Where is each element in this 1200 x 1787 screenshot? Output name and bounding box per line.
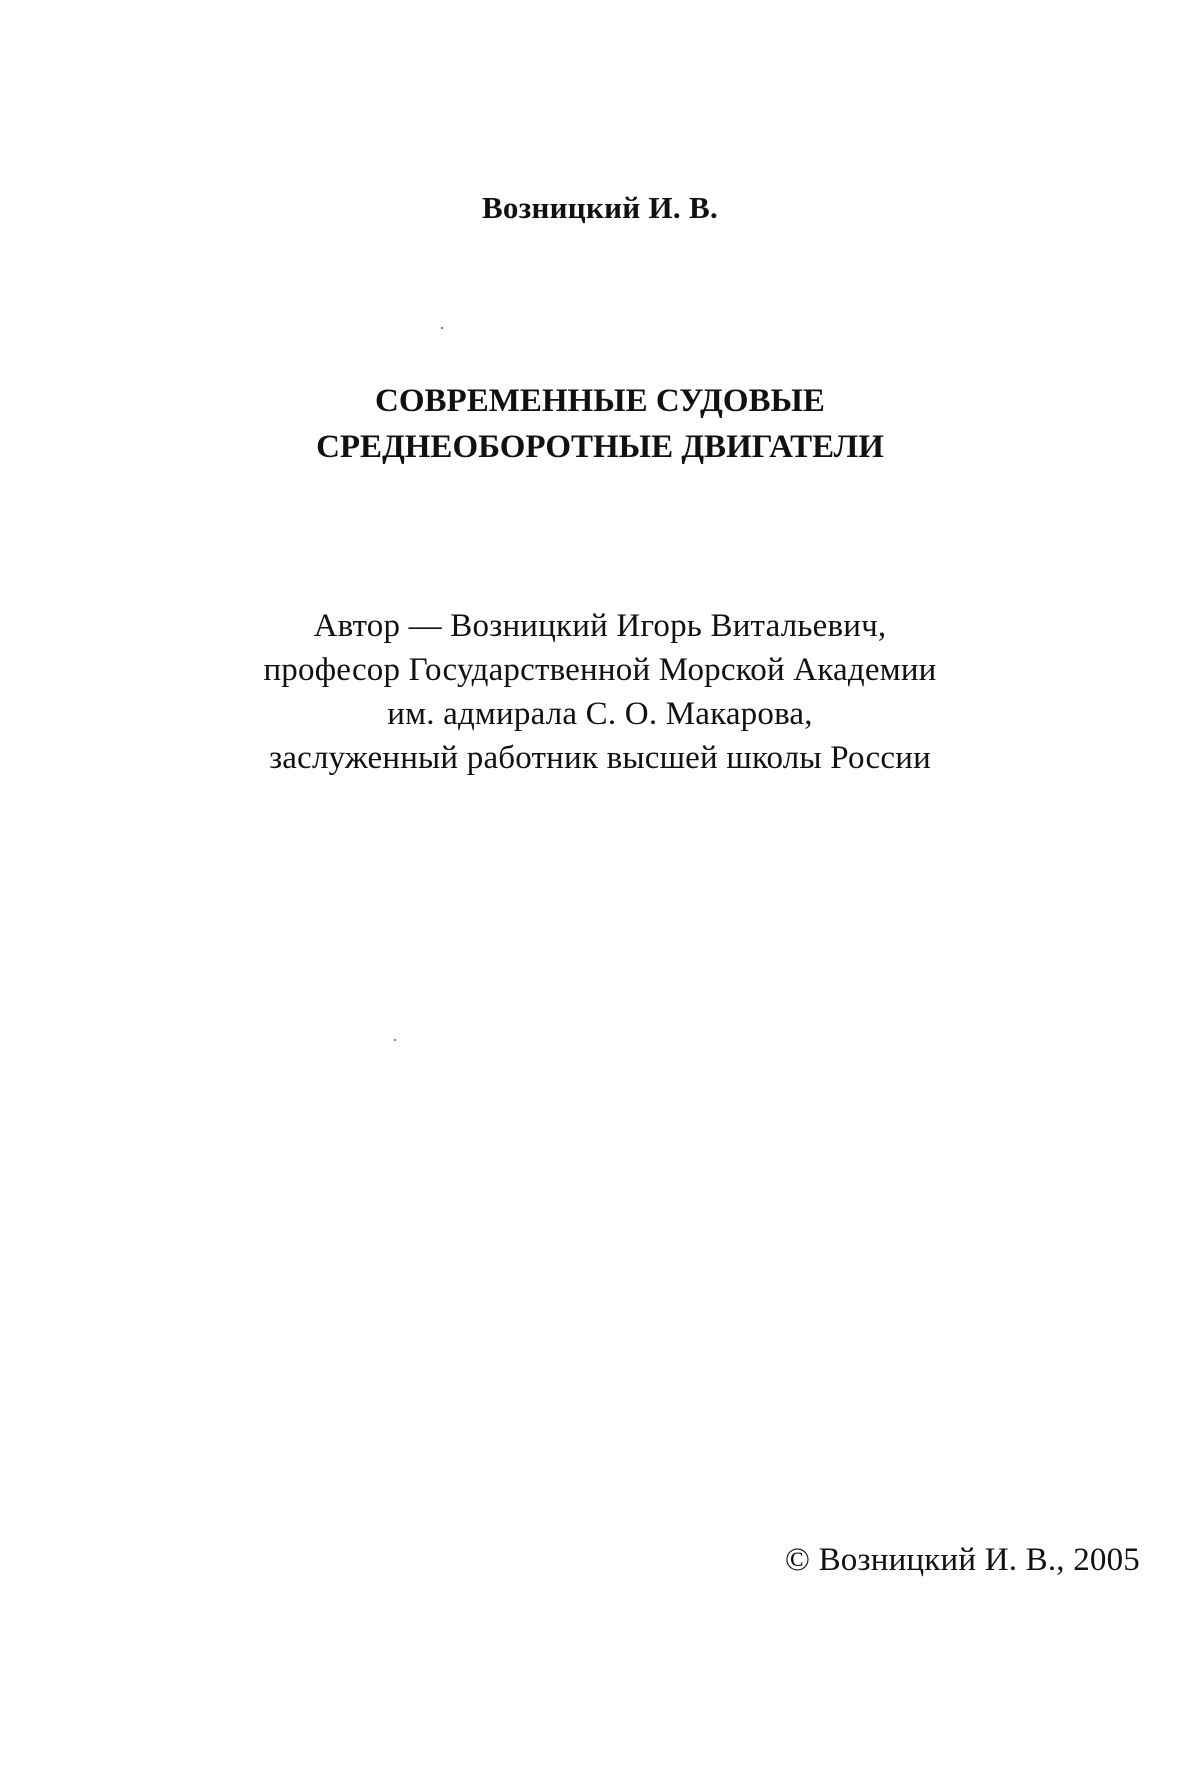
- author-bio-line-2: професор Государственной Морской Академии: [263, 652, 937, 688]
- book-title-line-1: СОВРЕМЕННЫЕ СУДОВЫЕ: [375, 383, 825, 419]
- author-bio-line-4: заслуженный работник высшей школы России: [269, 740, 931, 776]
- print-speck: [441, 327, 443, 329]
- book-title-line-2: СРЕДНЕОБОРОТНЫЕ ДВИГАТЕЛИ: [316, 429, 884, 465]
- book-title: [0, 378, 1200, 470]
- copyright-notice: © Возницкий И. В., 2005: [784, 1542, 1140, 1578]
- author-name: Возницкий И. В.: [481, 190, 719, 225]
- author-bio-line-3: им. адмирала С. О. Макарова,: [387, 696, 813, 732]
- print-speck: [394, 1039, 396, 1041]
- author-bio: [0, 604, 1200, 780]
- author-bio-line-1: Автор — Возницкий Игорь Витальевич,: [313, 608, 887, 644]
